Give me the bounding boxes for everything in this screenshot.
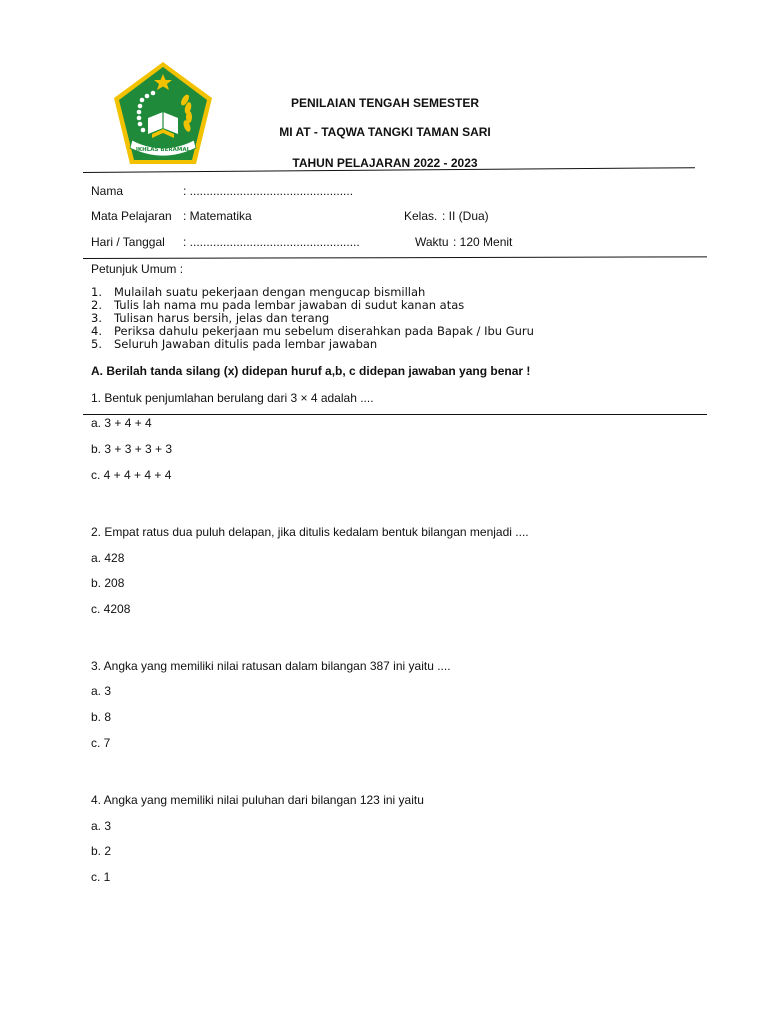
q1-option-a[interactable]: a. 3 + 4 + 4 (91, 416, 152, 430)
q2-option-b[interactable]: b. 208 (91, 576, 125, 590)
header-title: PENILAIAN TENGAH SEMESTER (290, 96, 479, 110)
q3-option-b[interactable]: b. 8 (91, 710, 112, 724)
mapel-value: : Matematika (183, 209, 252, 223)
q2-option-c[interactable]: c. 4208 (91, 602, 131, 616)
instruction-item: 5. Seluruh Jawaban ditulis pada lembar jawaban (91, 337, 378, 351)
waktu-value: : 120 Menit (453, 235, 513, 249)
q3-option-a[interactable]: a. 3 (91, 684, 112, 698)
q1-option-b[interactable]: b. 3 + 3 + 3 + 3 (91, 442, 173, 456)
q1-option-c[interactable]: c. 4 + 4 + 4 + 4 (91, 468, 172, 482)
waktu-label: Waktu (415, 235, 449, 249)
kelas-value: : II (Dua) (442, 209, 489, 223)
header-school: MI AT - TAQWA TANGKI TAMAN SARI (279, 125, 491, 139)
nama-label: Nama (91, 184, 124, 198)
kelas-label: Kelas. (404, 209, 438, 223)
question-rule (83, 414, 707, 415)
nama-field[interactable]: : ................................................. (183, 184, 354, 198)
instructions-title: Petunjuk Umum : (91, 262, 184, 276)
question-3: 3. Angka yang memiliki nilai ratusan dalam bilangan 387 ini yaitu .... (91, 659, 451, 673)
question-1: 1. Bentuk penjumlahan berulang dari 3 × 4 adalah .... (91, 391, 374, 405)
mapel-label: Mata Pelajaran (91, 209, 172, 223)
identity-rule (83, 256, 707, 259)
section-a-instruction: A. Berilah tanda silang (x) didepan huruf a,b, c didepan jawaban yang benar ! (91, 364, 531, 378)
instruction-item: 1. Mulailah suatu pekerjaan dengan mengucap bismillah (91, 285, 426, 299)
q2-option-a[interactable]: a. 428 (91, 551, 125, 565)
question-2: 2. Empat ratus dua puluh delapan, jika ditulis kedalam bentuk bilangan menjadi .... (91, 525, 529, 539)
question-4: 4. Angka yang memiliki nilai puluhan dari bilangan 123 ini yaitu (91, 793, 424, 807)
kemenag-logo (112, 60, 214, 168)
hari-field[interactable]: : ................................................... (183, 235, 360, 249)
instructions-list (91, 286, 534, 351)
instruction-item: 2. Tulis lah nama mu pada lembar jawaban di sudut kanan atas (91, 298, 465, 312)
q3-option-c[interactable]: c. 7 (91, 736, 111, 750)
hari-label: Hari / Tanggal (91, 235, 165, 249)
q4-option-a[interactable]: a. 3 (91, 819, 112, 833)
header-year: TAHUN PELAJARAN 2022 - 2023 (292, 156, 478, 170)
logo-motto: IKHLAS BERAMAL (135, 147, 191, 153)
instruction-item: 4. Periksa dahulu pekerjaan mu sebelum diserahkan pada Bapak / Ibu Guru (91, 324, 534, 338)
instruction-item: 3. Tulisan harus bersih, jelas dan terang (91, 311, 330, 325)
q4-option-c[interactable]: c. 1 (91, 870, 111, 884)
q4-option-b[interactable]: b. 2 (91, 844, 112, 858)
